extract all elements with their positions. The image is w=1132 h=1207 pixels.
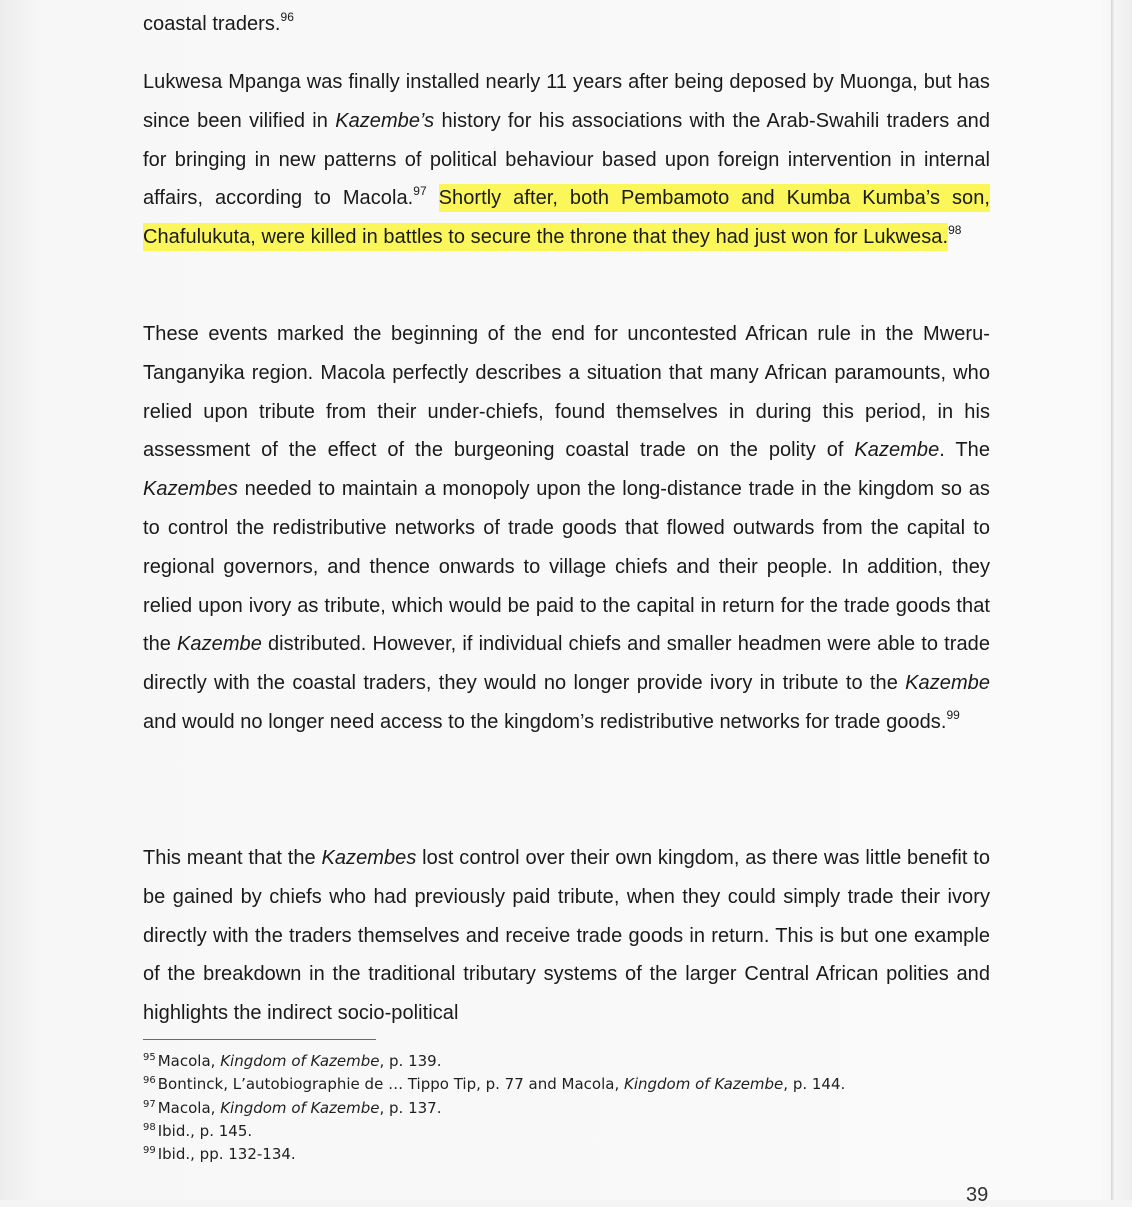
footnote-95: $^{95}$ Macola, Kingdom of Kazembe, p. 139.: [143, 1052, 442, 1070]
footnote-98: $^{98}$ Ibid., p. 145.: [143, 1121, 253, 1140]
paragraph-2: [143, 63, 990, 257]
highlighted-sentence: Shortly after, both Pembamoto and Kumba Kumba’s son, Chafulukuta, were killed in battles to secure the throne that they had just won for Lukwesa.: [143, 184, 990, 251]
footnote-ref-99[interactable]: 99: [946, 707, 960, 722]
footnote-ref-97[interactable]: 97: [413, 184, 427, 199]
paragraph-text: These events marked the beginning of the end for uncontested African rule in the Mweru-Tanganyika region. Macola perfectly describes a situation that many African paramounts, who relied upon tribute from their under-chiefs, found themselves in during this period, in his assessment of the effect of the burgeoning coastal trade on the polity of Kazembe. The Kazembes needed to maintain a monopoly upon the long-distance trade in the kingdom so as to control the redistributive networks of trade goods that flowed outwards from the capital to regional governors, and thence onwards to village chiefs and their people. In addition, they relied upon ivory as tribute, which would be paid to the capital in return for the trade goods that the Kazembe distributed. However, if individual chiefs and smaller headmen were able to trade directly with the coastal traders, they would no longer provide ivory in tribute to the Kazembe and would no longer need access to the kingdom’s redistributive networks for trade goods.$^{99}$: [143, 323, 991, 733]
footnote-ref-96[interactable]: 96: [280, 10, 294, 24]
paragraph-text: Lukwesa Mpanga was finally installed nearly 11 years after being deposed by Muonga, but has since been vilified in Kazembe’s history for his associations with the Arab-Swahili traders and for bringing in new patterns of political behaviour based upon foreign intervention in internal affairs, according to Macola.$^{97}$ Shortly after, both Pembamoto and Kumba Kumba’s son, Chafulukuta, were killed in battles to secure the throne that they had just won for Lukwesa.$^{98}$: [143, 63, 990, 257]
paragraph-4: [143, 839, 990, 1033]
footnote-96: $^{96}$ Bontinck, L’autobiographie de … Tippo Tip, p. 77 and Macola, Kingdom of Kazembe, p. 144.: [143, 1075, 846, 1094]
footnote-99: $^{99}$ Ibid., pp. 132-134.: [143, 1145, 296, 1164]
page-edge-shadow: [1111, 0, 1114, 1200]
footnote-ref-98[interactable]: 98: [948, 223, 962, 238]
footnote-97: $^{97}$ Macola, Kingdom of Kazembe, p. 137.: [143, 1098, 442, 1117]
footnotes: [143, 1050, 993, 1166]
paragraph-3: [143, 315, 990, 742]
page-number: 39: [966, 1184, 989, 1206]
paragraph-text: coastal traders.$^{96}$: [143, 10, 294, 35]
paragraph-1: [143, 5, 990, 44]
paragraph-text: This meant that the Kazembes lost control over their own kingdom, as there was little benefit to be gained by chiefs who had previously paid tribute, when they could simply trade their ivory directly with the traders themselves and receive trade goods in return. This is but one example of the breakdown in the traditional tributary systems of the larger Central African polities and highlights the indirect socio-political: [143, 847, 990, 1025]
footnote-separator: [143, 1039, 376, 1040]
